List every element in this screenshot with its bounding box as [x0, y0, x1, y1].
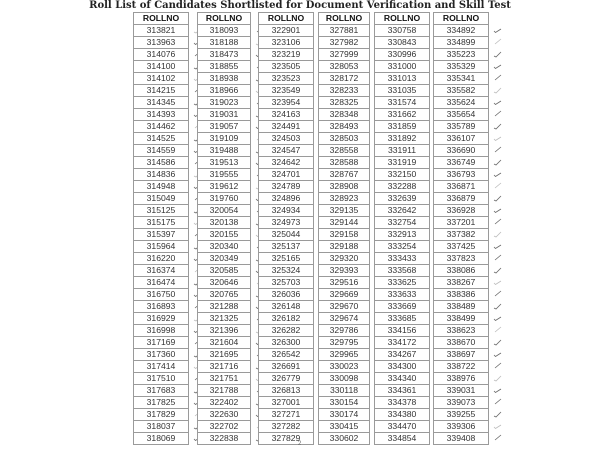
check-mark-icon [493, 302, 502, 310]
roll-number-cell: 335654 [433, 108, 489, 120]
roll-number-cell: 315125 [133, 204, 189, 216]
roll-number-cell: 336749 [433, 156, 489, 168]
roll-number-cell: 321604 [197, 336, 251, 348]
roll-number-cell: 319488 [197, 144, 251, 156]
roll-number-cell: 331911 [374, 144, 430, 156]
roll-number-cell: 328172 [318, 72, 370, 84]
roll-number-cell: 322630 [197, 408, 251, 420]
roll-number-cell: 332150 [374, 168, 430, 180]
roll-number-cell: 332642 [374, 204, 430, 216]
roll-number-cell: 330098 [318, 372, 370, 384]
roll-number-cell: 328325 [318, 96, 370, 108]
document-title: Roll List of Candidates Shortlisted for Document Verification and Skill Test [89, 0, 511, 11]
check-mark-icon [493, 338, 502, 346]
roll-number-cell: 321751 [197, 372, 251, 384]
roll-number-cell: 334378 [374, 396, 430, 408]
roll-number-cell: 329795 [318, 336, 370, 348]
roll-number-cell: 321695 [197, 348, 251, 360]
roll-number-cell: 334267 [374, 348, 430, 360]
roll-number-cell: 314393 [133, 108, 189, 120]
roll-number-cell: 331574 [374, 96, 430, 108]
roll-number-cell: 329670 [318, 300, 370, 312]
check-mark-icon [493, 362, 502, 370]
roll-number-cell: 323106 [258, 36, 314, 48]
roll-number-cell: 319513 [197, 156, 251, 168]
roll-number-cell: 333625 [374, 276, 430, 288]
roll-number-cell: 324491 [258, 120, 314, 132]
roll-number-cell: 338386 [433, 288, 489, 300]
roll-number-cell: 336879 [433, 192, 489, 204]
roll-number-cell: 314215 [133, 84, 189, 96]
roll-number-cell: 326542 [258, 348, 314, 360]
roll-number-cell: 331035 [374, 84, 430, 96]
roll-number-cell: 323549 [258, 84, 314, 96]
roll-number-cell: 329965 [318, 348, 370, 360]
roll-number-cell: 326036 [258, 288, 314, 300]
roll-number-cell: 339031 [433, 384, 489, 396]
roll-number-cell: 338086 [433, 264, 489, 276]
roll-number-cell: 321788 [197, 384, 251, 396]
roll-number-cell: 333685 [374, 312, 430, 324]
page-number: 2 [298, 441, 302, 447]
roll-number-cell: 331892 [374, 132, 430, 144]
check-mark-icon [493, 110, 502, 118]
check-mark-icon [493, 242, 502, 250]
roll-number-cell: 315397 [133, 228, 189, 240]
roll-number-cell: 314525 [133, 132, 189, 144]
roll-number-cell: 325703 [258, 276, 314, 288]
roll-number-cell: 329188 [318, 240, 370, 252]
roll-number-cell: 334361 [374, 384, 430, 396]
roll-number-cell: 337823 [433, 252, 489, 264]
roll-number-cell: 334300 [374, 360, 430, 372]
roll-number-cell: 329516 [318, 276, 370, 288]
roll-number-cell: 324701 [258, 168, 314, 180]
roll-number-cell: 318037 [133, 420, 189, 432]
check-mark-icon [493, 326, 502, 334]
check-mark-icon [493, 122, 502, 130]
check-mark-icon [493, 422, 502, 430]
roll-number-cell: 324547 [258, 144, 314, 156]
roll-number-cell: 318069 [133, 432, 189, 445]
roll-number-cell: 338722 [433, 360, 489, 372]
roll-number-cell: 315175 [133, 216, 189, 228]
roll-number-cell: 323219 [258, 48, 314, 60]
check-mark-icon [493, 62, 502, 70]
roll-number-cell: 338976 [433, 372, 489, 384]
roll-number-cell: 321396 [197, 324, 251, 336]
check-mark-icon [493, 386, 502, 394]
roll-number-cell: 338670 [433, 336, 489, 348]
roll-number-cell: 324973 [258, 216, 314, 228]
check-mark-icon [493, 74, 502, 82]
check-mark-icon [493, 86, 502, 94]
roll-number-cell: 333433 [374, 252, 430, 264]
roll-number-cell: 330154 [318, 396, 370, 408]
roll-number-cell: 320646 [197, 276, 251, 288]
roll-number-cell: 333254 [374, 240, 430, 252]
roll-column [374, 12, 430, 445]
roll-number-cell: 326148 [258, 300, 314, 312]
check-mark-icon [493, 314, 502, 322]
check-mark-icon [493, 218, 502, 226]
roll-column [133, 12, 189, 445]
roll-number-cell: 323523 [258, 72, 314, 84]
column-header: ROLLNO [318, 12, 370, 24]
roll-number-cell: 318855 [197, 60, 251, 72]
roll-number-cell: 316929 [133, 312, 189, 324]
roll-number-cell: 330602 [318, 432, 370, 445]
check-mark-icon [493, 134, 502, 142]
roll-number-cell: 328767 [318, 168, 370, 180]
roll-number-cell: 329674 [318, 312, 370, 324]
roll-number-cell: 339408 [433, 432, 489, 445]
roll-number-cell: 322702 [197, 420, 251, 432]
roll-number-cell: 317683 [133, 384, 189, 396]
roll-number-cell: 314100 [133, 60, 189, 72]
roll-number-cell: 333568 [374, 264, 430, 276]
roll-number-cell: 319057 [197, 120, 251, 132]
roll-number-cell: 334899 [433, 36, 489, 48]
roll-number-cell: 327982 [318, 36, 370, 48]
roll-number-cell: 327271 [258, 408, 314, 420]
check-mark-icon [493, 206, 502, 214]
check-mark-icon [493, 230, 502, 238]
roll-number-cell: 325165 [258, 252, 314, 264]
roll-number-cell: 319555 [197, 168, 251, 180]
roll-number-cell: 332288 [374, 180, 430, 192]
roll-number-cell: 329135 [318, 204, 370, 216]
roll-number-cell: 330023 [318, 360, 370, 372]
roll-number-cell: 333633 [374, 288, 430, 300]
roll-number-cell: 336928 [433, 204, 489, 216]
roll-number-cell: 328233 [318, 84, 370, 96]
check-mark-icon [493, 158, 502, 166]
roll-number-cell: 316893 [133, 300, 189, 312]
roll-number-cell: 320138 [197, 216, 251, 228]
roll-number-cell: 320155 [197, 228, 251, 240]
roll-number-cell: 333669 [374, 300, 430, 312]
roll-number-cell: 326779 [258, 372, 314, 384]
roll-number-cell: 324503 [258, 132, 314, 144]
check-mark-icon [493, 182, 502, 190]
roll-number-cell: 318093 [197, 24, 251, 36]
roll-number-cell: 319109 [197, 132, 251, 144]
roll-column [197, 12, 251, 445]
roll-number-cell: 324642 [258, 156, 314, 168]
roll-number-cell: 314345 [133, 96, 189, 108]
roll-number-cell: 336793 [433, 168, 489, 180]
roll-number-cell: 318188 [197, 36, 251, 48]
roll-number-cell: 331919 [374, 156, 430, 168]
roll-number-cell: 330758 [374, 24, 430, 36]
roll-number-cell: 327881 [318, 24, 370, 36]
roll-number-cell: 318473 [197, 48, 251, 60]
roll-number-cell: 313963 [133, 36, 189, 48]
roll-number-cell: 324934 [258, 204, 314, 216]
roll-number-cell: 334854 [374, 432, 430, 445]
roll-number-cell: 329144 [318, 216, 370, 228]
roll-number-cell: 320340 [197, 240, 251, 252]
check-mark-icon [493, 398, 502, 406]
roll-number-cell: 339306 [433, 420, 489, 432]
check-mark-icon [493, 146, 502, 154]
roll-number-cell: 314559 [133, 144, 189, 156]
roll-number-cell: 314076 [133, 48, 189, 60]
roll-number-cell: 326300 [258, 336, 314, 348]
roll-number-cell: 326282 [258, 324, 314, 336]
roll-number-cell: 319612 [197, 180, 251, 192]
roll-number-cell: 335329 [433, 60, 489, 72]
roll-number-cell: 330415 [318, 420, 370, 432]
roll-number-cell: 324896 [258, 192, 314, 204]
roll-number-cell: 335223 [433, 48, 489, 60]
roll-number-cell: 317414 [133, 360, 189, 372]
roll-number-cell: 324163 [258, 108, 314, 120]
roll-number-cell: 321325 [197, 312, 251, 324]
roll-number-cell: 327001 [258, 396, 314, 408]
roll-number-cell: 315049 [133, 192, 189, 204]
roll-number-cell: 328348 [318, 108, 370, 120]
roll-number-cell: 328493 [318, 120, 370, 132]
roll-number-cell: 318966 [197, 84, 251, 96]
roll-number-cell: 332754 [374, 216, 430, 228]
roll-number-cell: 320054 [197, 204, 251, 216]
check-mark-icon [493, 50, 502, 58]
roll-number-cell: 328053 [318, 60, 370, 72]
roll-number-cell: 316474 [133, 276, 189, 288]
check-mark-icon [493, 434, 502, 442]
check-mark-icon [493, 98, 502, 106]
roll-number-cell: 316220 [133, 252, 189, 264]
roll-number-cell: 323505 [258, 60, 314, 72]
roll-number-cell: 325137 [258, 240, 314, 252]
roll-number-cell: 319023 [197, 96, 251, 108]
roll-number-cell: 323954 [258, 96, 314, 108]
roll-number-cell: 337382 [433, 228, 489, 240]
roll-number-cell: 325324 [258, 264, 314, 276]
roll-number-cell: 332639 [374, 192, 430, 204]
roll-number-cell: 316998 [133, 324, 189, 336]
check-mark-icon [493, 374, 502, 382]
roll-number-cell: 328558 [318, 144, 370, 156]
roll-number-cell: 317169 [133, 336, 189, 348]
roll-number-cell: 334340 [374, 372, 430, 384]
roll-number-cell: 326691 [258, 360, 314, 372]
roll-number-cell: 315964 [133, 240, 189, 252]
roll-number-cell: 317510 [133, 372, 189, 384]
roll-number-cell: 334470 [374, 420, 430, 432]
roll-number-cell: 328588 [318, 156, 370, 168]
roll-column [433, 12, 489, 445]
roll-number-cell: 327282 [258, 420, 314, 432]
roll-number-cell: 321716 [197, 360, 251, 372]
roll-number-cell: 320349 [197, 252, 251, 264]
roll-number-cell: 316374 [133, 264, 189, 276]
roll-number-cell: 338499 [433, 312, 489, 324]
roll-number-cell: 338697 [433, 348, 489, 360]
check-mark-icon [493, 170, 502, 178]
roll-number-cell: 317360 [133, 348, 189, 360]
roll-number-cell: 329393 [318, 264, 370, 276]
roll-number-cell: 324789 [258, 180, 314, 192]
roll-number-cell: 338489 [433, 300, 489, 312]
roll-number-cell: 331013 [374, 72, 430, 84]
roll-number-cell: 330843 [374, 36, 430, 48]
roll-number-cell: 329158 [318, 228, 370, 240]
column-header: ROLLNO [258, 12, 314, 24]
roll-number-cell: 317825 [133, 396, 189, 408]
roll-number-cell: 331000 [374, 60, 430, 72]
roll-number-cell: 329786 [318, 324, 370, 336]
check-mark-icon [493, 278, 502, 286]
roll-number-cell: 328908 [318, 180, 370, 192]
roll-number-cell: 321288 [197, 300, 251, 312]
roll-number-cell: 314836 [133, 168, 189, 180]
column-header: ROLLNO [374, 12, 430, 24]
column-header: ROLLNO [197, 12, 251, 24]
roll-number-cell: 314462 [133, 120, 189, 132]
roll-number-cell: 339073 [433, 396, 489, 408]
check-mark-icon [493, 290, 502, 298]
roll-number-cell: 316750 [133, 288, 189, 300]
roll-number-cell: 336690 [433, 144, 489, 156]
roll-number-cell: 337201 [433, 216, 489, 228]
roll-number-cell: 322402 [197, 396, 251, 408]
roll-number-cell: 320585 [197, 264, 251, 276]
roll-number-cell: 338623 [433, 324, 489, 336]
check-mark-icon [493, 254, 502, 262]
check-mark-icon [493, 350, 502, 358]
roll-number-cell: 334892 [433, 24, 489, 36]
roll-number-cell: 335341 [433, 72, 489, 84]
roll-number-cell: 330118 [318, 384, 370, 396]
check-mark-icon [493, 266, 502, 274]
roll-number-cell: 334380 [374, 408, 430, 420]
roll-number-cell: 313821 [133, 24, 189, 36]
roll-number-cell: 322901 [258, 24, 314, 36]
roll-number-cell: 339255 [433, 408, 489, 420]
roll-number-cell: 331662 [374, 108, 430, 120]
roll-number-cell: 335789 [433, 120, 489, 132]
roll-number-cell: 318938 [197, 72, 251, 84]
roll-number-cell: 328503 [318, 132, 370, 144]
column-header: ROLLNO [433, 12, 489, 24]
roll-number-cell: 319031 [197, 108, 251, 120]
roll-number-cell: 327829 [258, 432, 314, 445]
roll-number-cell: 320765 [197, 288, 251, 300]
roll-number-cell: 329320 [318, 252, 370, 264]
check-mark-icon [493, 26, 502, 34]
roll-number-cell: 335582 [433, 84, 489, 96]
roll-number-cell: 327999 [318, 48, 370, 60]
roll-number-cell: 331859 [374, 120, 430, 132]
roll-number-cell: 326813 [258, 384, 314, 396]
roll-number-cell: 338267 [433, 276, 489, 288]
roll-number-cell: 322838 [197, 432, 251, 445]
roll-number-cell: 328923 [318, 192, 370, 204]
roll-number-cell: 334156 [374, 324, 430, 336]
roll-number-cell: 319760 [197, 192, 251, 204]
roll-number-cell: 329669 [318, 288, 370, 300]
check-mark-icon [493, 194, 502, 202]
roll-number-cell: 330996 [374, 48, 430, 60]
roll-number-cell: 325044 [258, 228, 314, 240]
check-mark-icon [493, 410, 502, 418]
roll-number-cell: 335624 [433, 96, 489, 108]
roll-number-cell: 317829 [133, 408, 189, 420]
roll-number-cell: 336107 [433, 132, 489, 144]
roll-number-cell: 337425 [433, 240, 489, 252]
roll-number-cell: 314948 [133, 180, 189, 192]
roll-number-cell: 332913 [374, 228, 430, 240]
roll-column [258, 12, 314, 445]
roll-number-cell: 330174 [318, 408, 370, 420]
roll-number-cell: 326182 [258, 312, 314, 324]
roll-number-cell: 314586 [133, 156, 189, 168]
column-header: ROLLNO [133, 12, 189, 24]
roll-number-cell: 314102 [133, 72, 189, 84]
roll-number-cell: 336871 [433, 180, 489, 192]
check-mark-icon [493, 38, 502, 46]
roll-column [318, 12, 370, 445]
roll-number-cell: 334172 [374, 336, 430, 348]
